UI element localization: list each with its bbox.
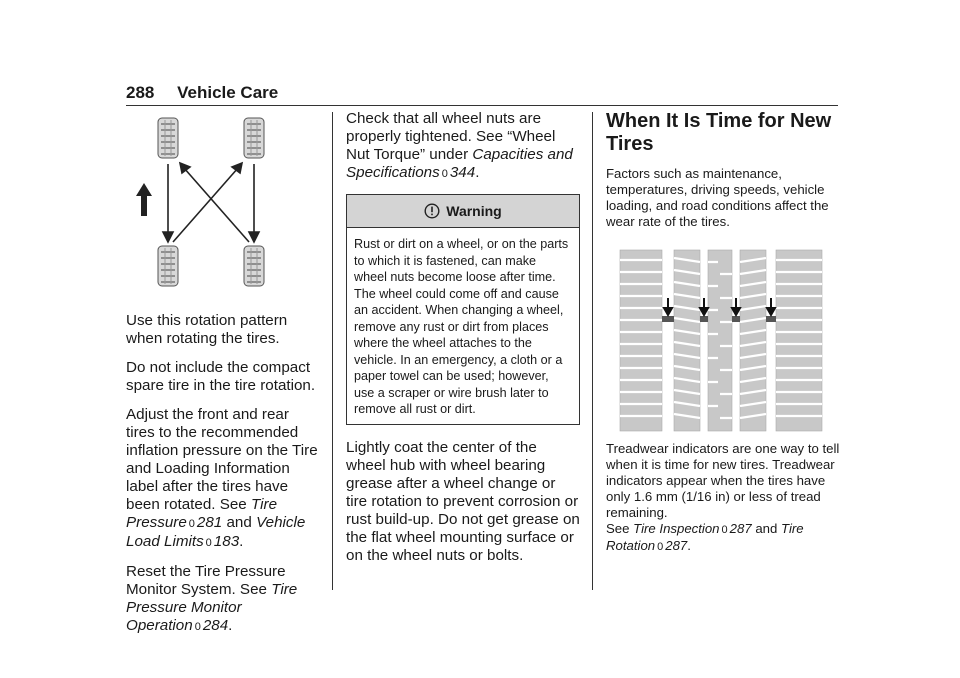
warning-text: Rust or dirt on a wheel, or on the parts to which it is fastened, can make wheel nuts become loose after time. The wheel could come off and cause an accident. When changing a wheel, remove any rust or dirt from places where the wheel attaches to the vehicle. In an emergency, a cloth or a paper towel can be used; however, use a scraper or wire brush later to remove all rust or dirt. bbox=[354, 237, 569, 416]
warning-header bbox=[347, 195, 579, 228]
col2-paragraph-2: Lightly coat the center of the wheel hub with wheel bearing grease after a wheel change or tire rotation to prevent corrosion or rust build-up. Do not get grease on the flat wheel mounting surface or on the wheel nuts or bolts. bbox=[346, 438, 580, 564]
tire-front-left bbox=[158, 118, 178, 158]
tire-rear-right bbox=[244, 246, 264, 286]
col3-paragraph-3: See Tire Inspection 0 287 and Tire Rotation 0 287. bbox=[606, 521, 804, 553]
tire-rear-left bbox=[158, 246, 178, 286]
column-1 bbox=[126, 112, 318, 647]
page-ref-icon: 0 bbox=[194, 621, 201, 633]
tire-front-right bbox=[244, 118, 264, 158]
warning-icon bbox=[424, 203, 440, 219]
col3-paragraph-1: Factors such as maintenance, temperatures, driving speeds, vehicle loading, and road conditions affect the wear rate of the tires. bbox=[606, 166, 829, 229]
page-ref-icon: 0 bbox=[205, 537, 212, 549]
page-ref-icon: 0 bbox=[188, 518, 195, 530]
col1-paragraph-2: Do not include the compact spare tire in the tire rotation. bbox=[126, 359, 316, 394]
link-tpms-operation[interactable]: Tire Pressure Monitor Operation bbox=[126, 581, 298, 634]
column-2 bbox=[346, 110, 580, 576]
page-header bbox=[126, 83, 278, 103]
page-ref-icon: 0 bbox=[721, 524, 728, 536]
tire-rotation-diagram bbox=[126, 112, 318, 298]
col3-paragraph-2: Treadwear indicators are one way to tell when it is time for new tires. Treadwear indicators appear when the tires have only 1.6 mm (1/16 in) or less of tread remaining. bbox=[606, 441, 840, 520]
col1-paragraph-4: Reset the Tire Pressure Monitor System. See Tire Pressure Monitor Operation 0 284. bbox=[126, 563, 298, 634]
page-ref-icon: 0 bbox=[441, 168, 448, 180]
warning-title: Warning bbox=[446, 203, 502, 219]
warning-box bbox=[346, 194, 580, 425]
section-title: Vehicle Care bbox=[177, 83, 279, 102]
link-capacities[interactable]: Capacities and Specifications bbox=[346, 146, 573, 181]
link-tire-inspection[interactable]: Tire Inspection bbox=[633, 521, 720, 536]
link-tire-rotation[interactable]: Tire Rotation bbox=[606, 521, 804, 553]
page-ref-icon: 0 bbox=[657, 541, 664, 553]
link-vehicle-load-limits[interactable]: Vehicle Load Limits bbox=[126, 514, 306, 550]
section-heading: When It Is Time for New Tires bbox=[606, 110, 832, 155]
page-number: 288 bbox=[126, 83, 155, 102]
column-divider-2 bbox=[592, 112, 593, 590]
column-3 bbox=[606, 110, 840, 566]
link-tire-pressure[interactable]: Tire Pressure bbox=[126, 496, 278, 531]
col1-paragraph-1: Use this rotation pattern when rotating the tires. bbox=[126, 312, 288, 347]
treadwear-indicator-diagram bbox=[606, 248, 840, 433]
column-divider-1 bbox=[332, 112, 333, 590]
header-rule bbox=[126, 105, 838, 106]
col2-paragraph-1: Check that all wheel nuts are properly tightened. See “Wheel Nut Torque” under Capacities and Specifications 0 344. bbox=[346, 110, 573, 181]
front-direction-arrow bbox=[136, 183, 152, 216]
col1-paragraph-3: Adjust the front and rear tires to the recommended inflation pressure on the Tire and Loading Information label after the tires have been rotated. See Tire Pressure 0 281 and Vehicle Load Limits 0 183. bbox=[126, 406, 318, 550]
